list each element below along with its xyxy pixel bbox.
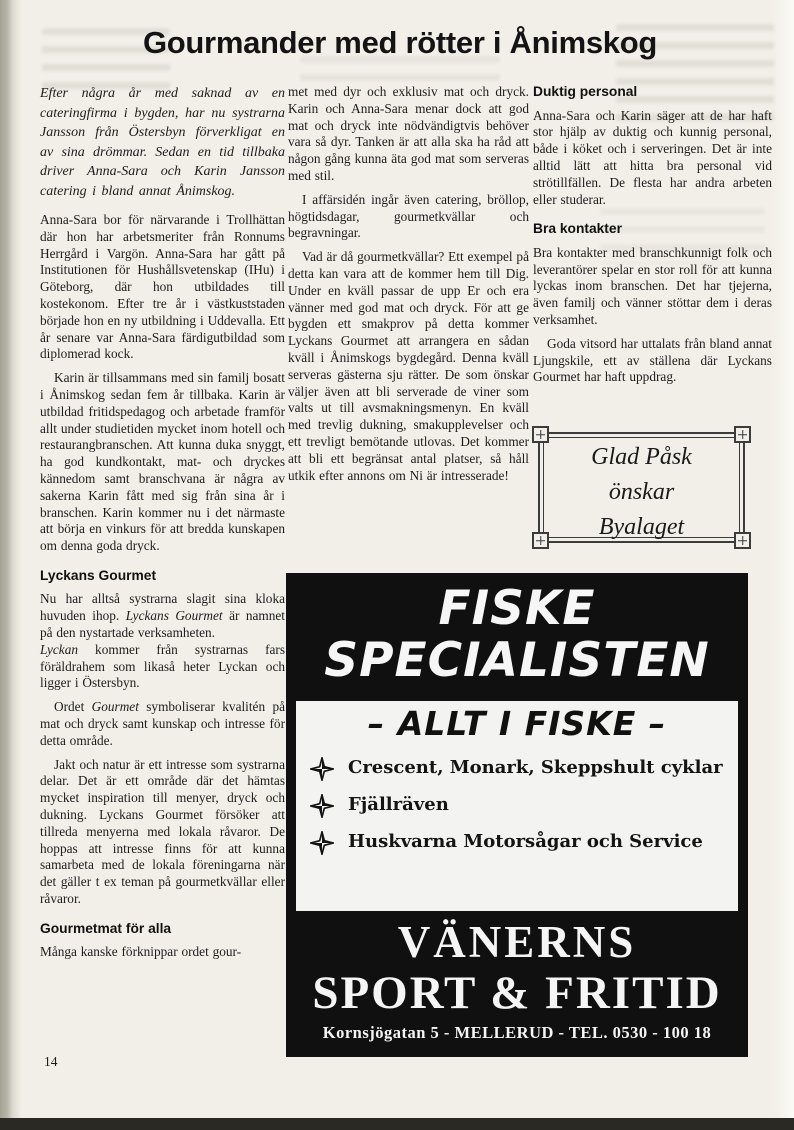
ad-item [310, 831, 738, 855]
bleed-through-smudge [300, 56, 500, 84]
ad-item-list [296, 757, 738, 855]
easter-greeting-box [532, 426, 751, 549]
fiske-specialisten-advertisement [286, 573, 748, 1057]
scan-edge-bottom [0, 1118, 794, 1130]
scan-edge-right [774, 0, 794, 1130]
ad-item-label: Fjällräven [348, 794, 449, 816]
paragraph: Goda vitsord har uttalats från bland annat Ljungskile, ett av ställena där Lyckans Gourmet har haft uppdrag. [533, 335, 772, 385]
easter-greeting-text [546, 440, 737, 540]
ad-footer [286, 917, 748, 1045]
column-1 [40, 84, 285, 968]
paragraph: Nu har alltså systrarna slagit sina kloka huvuden ihop. Lyckans Gourmet är namnet på den nystartade verksamheten. [40, 591, 286, 641]
paragraph: Vad är då gourmetkvällar? Ett exempel på detta kan vara att de kommer hem till Dig. Under en kväll passar de upp Er och era vänner med god mat och dryck. För att ge bygden ett smakprov på detta kommer Lyckans Gourmet att arrangera en sådan kväll i Ånimskogs bygdegård. Denna kväll serveras gästerna sju rätter. De som önskar väljer även att bli serverade de viner som valts ut till avsmakningsmenyn. En kväll med trevlig dukning, smakupplevelser och ett trevligt bemötande utlovas. Det kommer att bli ett begränsat antal platser, så håll utkik efter annons om Ni är intresserade! [288, 249, 529, 483]
paragraph: Anna-Sara bor för närvarande i Trollhättan där hon har arbetsmeriter från Ronnums Herrgård i Vargön. Anna-Sara har gått på Institutionen för Hushållsvetenskap (IHu) i Göteborg, där hon utbildades till kostekonom. Efter tre år i västkuststaden började hon en ny utbildning i Uddevalla. Ett år senare var Anna-Sara färdigutbildad som diplomerad kock. [40, 212, 285, 362]
ad-title-line: FISKE [438, 581, 596, 636]
ad-item [310, 794, 738, 818]
paragraph: Många kanske förknippar ordet gour- [40, 944, 242, 960]
store-name-line: VÄNERNS [397, 917, 637, 967]
greeting-line: Byalaget [598, 514, 685, 540]
paragraph: Jakt och natur är ett intresse som systrarna delar. Det är ett område där det hämtas mycket inspiration till menyer, dryck och dukning. Lyckans Gourmet försöker att tillreda menyerna med lokala råvaror. De hoppas att intresse finns för att kunna samarbeta med de lokala föreningarna när det gäller t ex teman på gourmetkvällar eller råvaror. [40, 756, 285, 907]
store-address: Kornsjögatan 5 - MELLERUD - TEL. 0530 - 100 18 [322, 1023, 712, 1042]
ad-title-line: SPECIALISTEN [324, 632, 710, 688]
paragraph: Bra kontakter med branschkunnigt folk och leverantörer spelar en stor roll för att kunna lyckas inom branschen. Det har tjejerna, även familj och vänner stöttar dem i deras verksamhet. [533, 244, 772, 328]
paragraph: Ordet Gourmet symboliserar kvalitén på mat och dryck samt kunskap och intresse för detta område. [40, 699, 285, 748]
section-heading-duktig-personal: Duktig personal [533, 84, 638, 99]
ad-item [310, 757, 738, 781]
four-point-star-icon [310, 757, 334, 781]
section-heading-bra-kontakter: Bra kontakter [533, 221, 622, 237]
store-name-line: SPORT & FRITID [312, 967, 722, 1019]
section-heading-lyckans-gourmet: Lyckans Gourmet [40, 567, 157, 583]
ad-header [286, 573, 748, 686]
four-point-star-icon [310, 794, 334, 818]
four-point-star-icon [310, 831, 334, 855]
greeting-line: önskar [608, 479, 675, 505]
section-heading-gourmetmat-for-alla: Gourmetmat för alla [40, 920, 172, 936]
scan-edge-left [0, 0, 22, 1130]
lead-paragraph: Efter några år med saknad av en cateringfirma i bygden, har nu systrarna Jansson från Östersbyn förverkligat en av sina drömmar. Sedan en tid tillbaka driver Anna-Sara och Karin Jansson catering i bland annat Ånimskog. [40, 86, 285, 199]
paragraph: met med dyr och exklusiv mat och dryck. Karin och Anna-Sara menar dock att god mat och dryck inte nödvändigtvis behöver vara så dyr. Tanken är att alla ska ha råd att någon gång kunna äta god mat som serveras med stil. [288, 84, 529, 183]
paragraph: Lyckan kommer från systrarnas fars föräldrahem som likaså heter Lyckan och ligger i Östersbyn. [40, 641, 285, 691]
ad-white-panel [296, 701, 738, 911]
article-title: Gourmander med rötter i Ånimskog [142, 25, 658, 60]
ad-subtitle: – ALLT I FISKE – [367, 704, 667, 743]
page-number: 14 [44, 1054, 58, 1069]
ad-item-label: Crescent, Monark, Skeppshult cyklar [348, 757, 723, 779]
column-3 [533, 84, 772, 393]
greeting-line: Glad Påsk [591, 444, 692, 470]
ad-item-label: Huskvarna Motorsågar och Service [348, 831, 703, 853]
paragraph: Anna-Sara och Karin säger att de har haft stor hjälp av duktig och kunnig personal, både i köket och i serveringen. Det är inte alltid lätt att hitta bra personal vid strötillfällen. De flesta har andra arbeten eller studerar. [533, 107, 772, 207]
paragraph: Karin är tillsammans med sin familj bosatt i Ånimskog sedan fem år tillbaka. Karin är utbildad fritidspedagog och arbetade framför allt under studietiden mycket inom hotell och restaurangbranschen. Att kunna duka snyggt, ha god kundkontakt, mat- och dryckes kännedom samt branschvana är några av sakerna Karin fått med sig från sina år i branschen. Karin kommer nu i det närmaste att börja en vinkurs för att bredda kunskapen om denna goda dryck. [40, 370, 285, 554]
column-2 [288, 84, 529, 491]
paragraph: I affärsidén ingår även catering, bröllop, högtidsdagar, gourmetkvällar och begravningar. [288, 191, 529, 241]
